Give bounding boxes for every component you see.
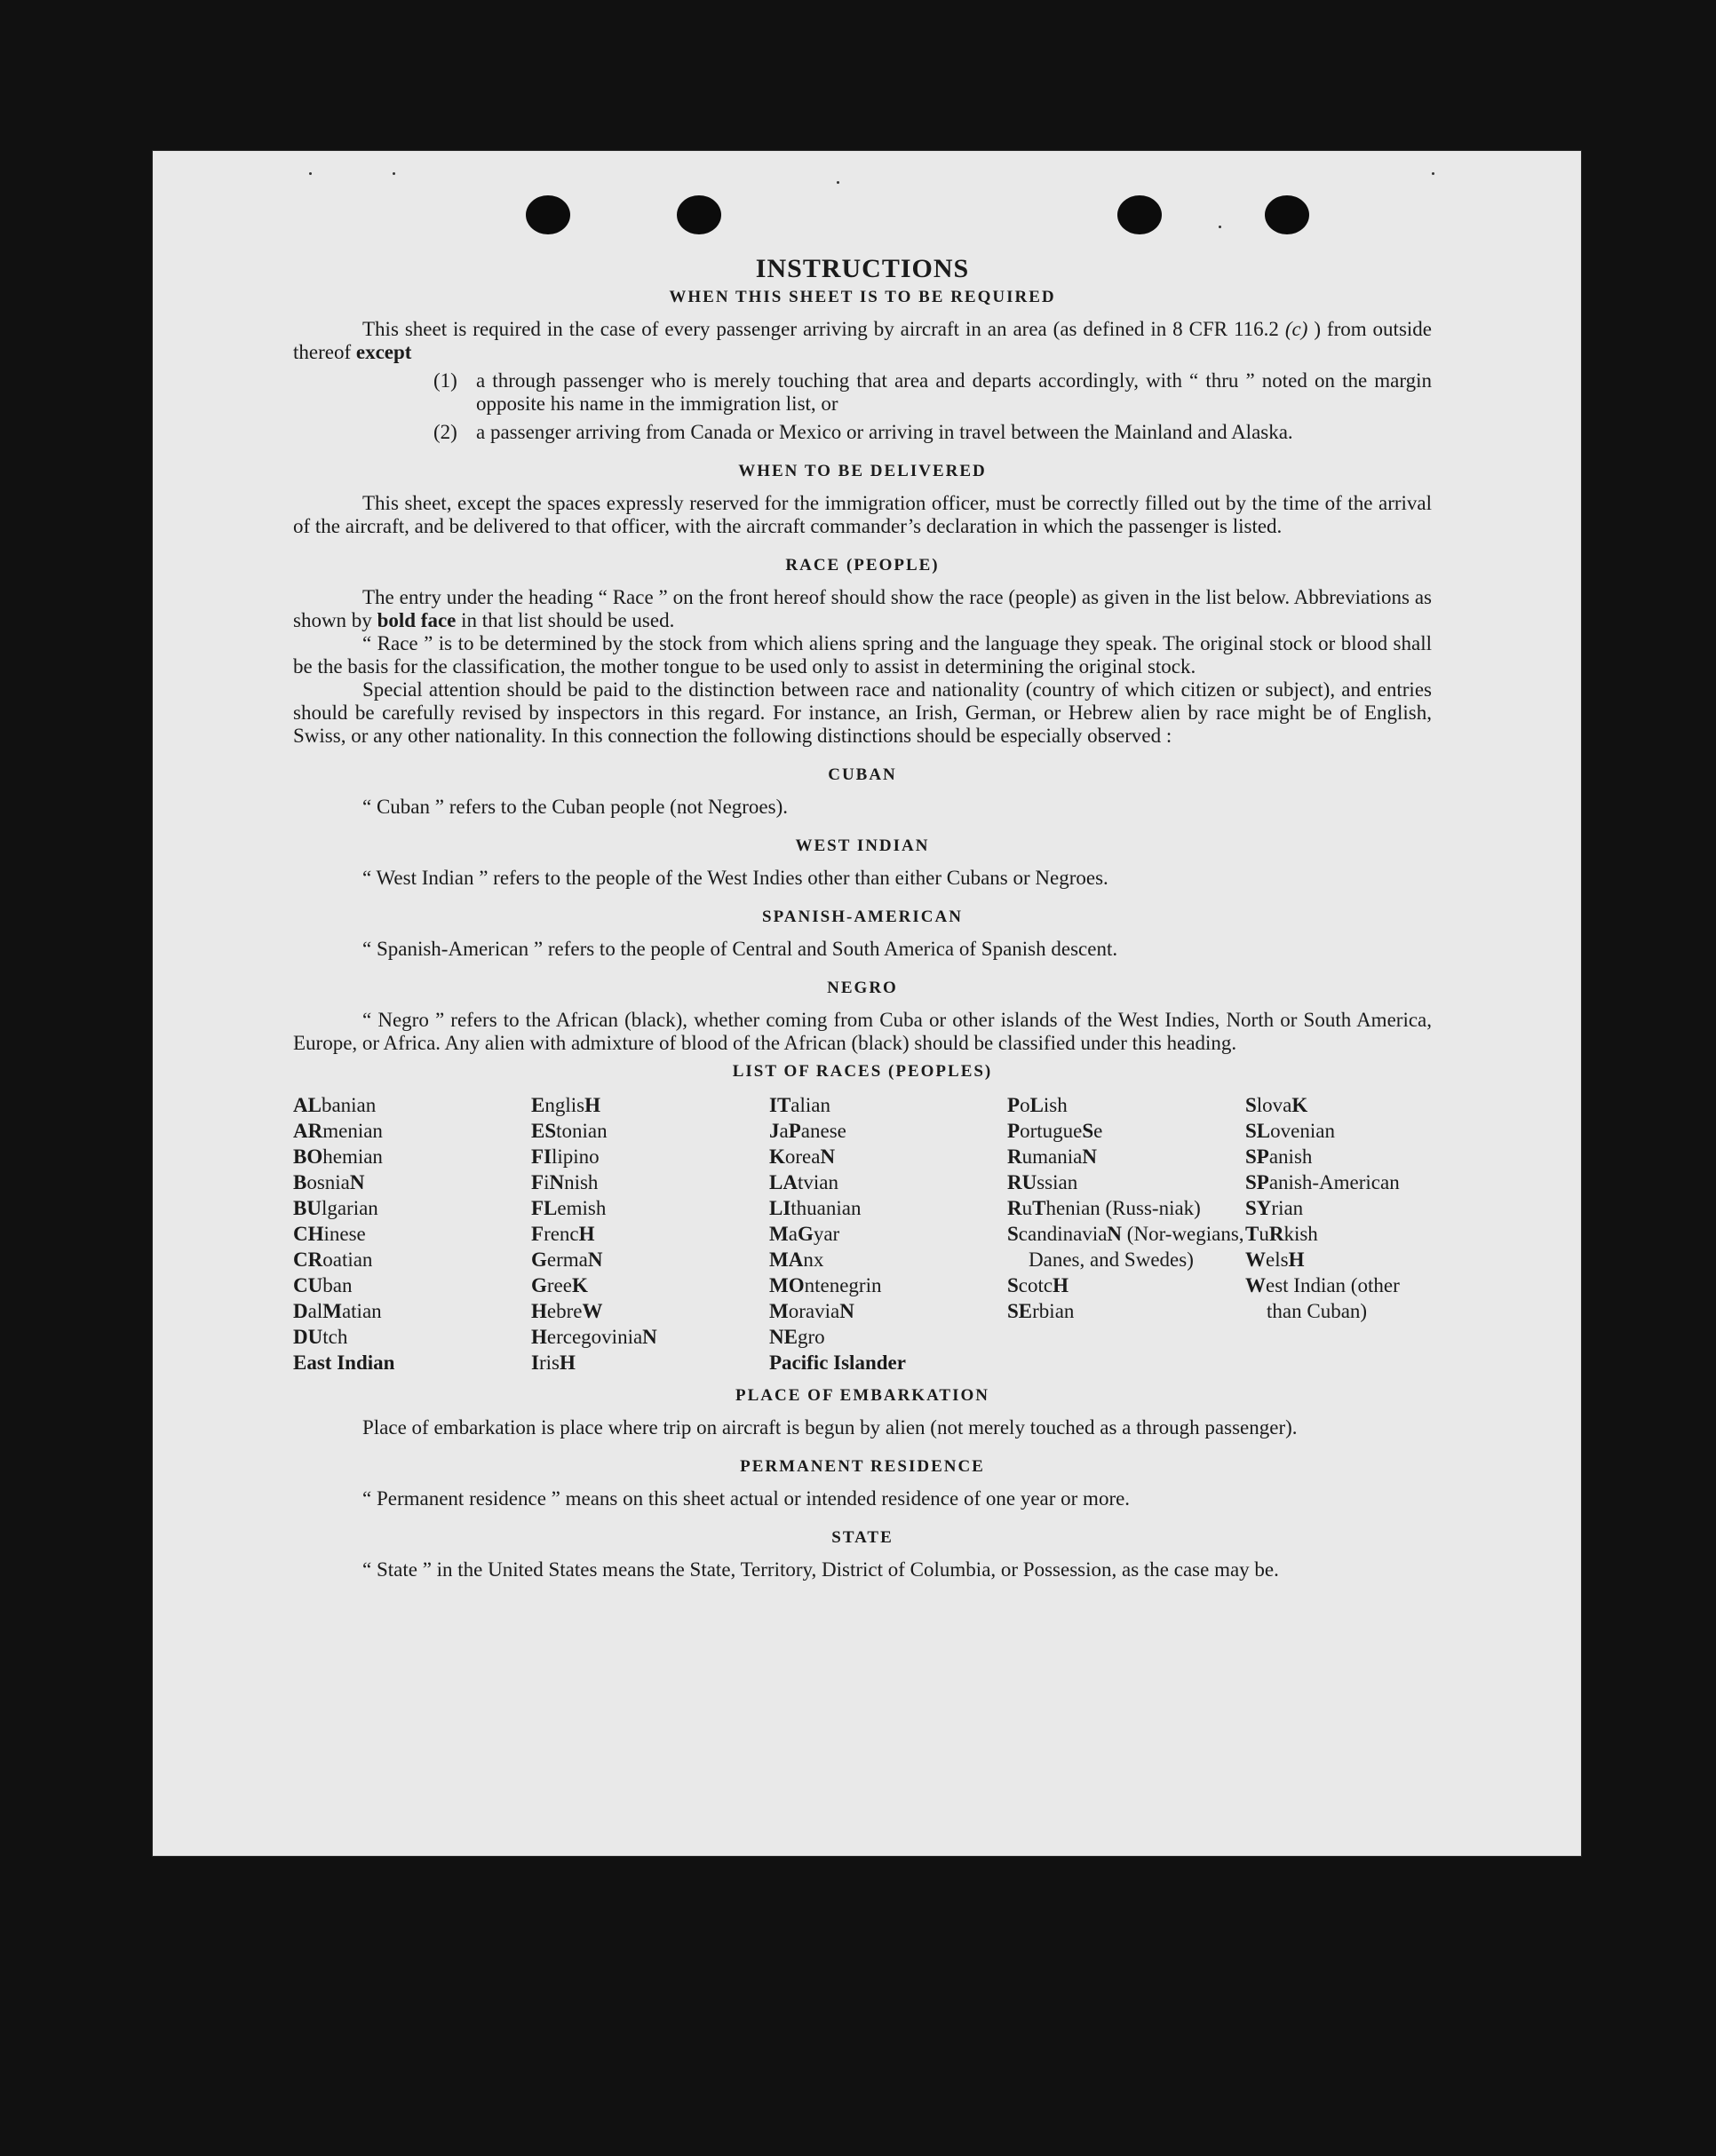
race-entry [1245, 1221, 1432, 1247]
heading-cuban: CUBAN [828, 765, 897, 784]
heading-list-of-races: LIST OF RACES (PEOPLES) [732, 1062, 993, 1081]
race-abbrev: B [293, 1171, 307, 1193]
race-text: i [544, 1171, 550, 1193]
heading-required: WHEN THIS SHEET IS TO BE REQUIRED [669, 288, 1056, 306]
race-abbrev: S [1082, 1120, 1094, 1142]
race-abbrev: G [531, 1248, 547, 1271]
race-entry [1245, 1092, 1432, 1118]
race-entry [293, 1247, 531, 1272]
race-text: osnia [306, 1171, 350, 1193]
races-list [293, 1092, 1432, 1375]
race-abbrev: K [1291, 1094, 1308, 1116]
race-text: lgarian [321, 1197, 378, 1219]
race-abbrev: AR [293, 1120, 323, 1142]
race-abbrev: S [1007, 1223, 1019, 1245]
race-text: alian [790, 1094, 830, 1116]
race-entry [293, 1195, 531, 1221]
race-text: tvian [797, 1171, 838, 1193]
race-abbrev: FI [531, 1145, 552, 1168]
punch-hole [677, 195, 721, 234]
race-text: erma [546, 1248, 588, 1271]
race-abbrev: J [769, 1120, 780, 1142]
punch-hole [1117, 195, 1162, 234]
race-text: ntenegrin [804, 1274, 882, 1296]
race-text: rian [1271, 1197, 1304, 1219]
race-entry [769, 1350, 1007, 1375]
race-abbrev: MO [769, 1274, 805, 1296]
race-text: ortugue [1020, 1120, 1083, 1142]
race-text: anish [1268, 1145, 1313, 1168]
item-number: (2) [433, 421, 457, 443]
heading-embarkation: PLACE OF EMBARKATION [735, 1386, 989, 1405]
race-abbrev: H [559, 1351, 576, 1374]
heading-residence: PERMANENT RESIDENCE [740, 1457, 985, 1476]
race-entry [769, 1247, 1007, 1272]
race-abbrev: L [1029, 1094, 1044, 1116]
race-abbrev: IT [769, 1094, 791, 1116]
race-abbrev: I [531, 1351, 539, 1374]
race-entry [531, 1092, 769, 1118]
races-column [293, 1092, 531, 1375]
paragraph-spanish-american: “ Spanish-American ” refers to the people of Central and South America of Spanish descent. [362, 938, 1118, 960]
race-entry [769, 1118, 1007, 1144]
races-column [1245, 1092, 1432, 1375]
race-text: nish [564, 1171, 599, 1193]
race-entry [531, 1144, 769, 1169]
page-title: INSTRUCTIONS [755, 254, 970, 283]
race-text: renc [544, 1223, 579, 1245]
race-text: ebre [546, 1300, 583, 1322]
race-abbrev: S [1007, 1274, 1019, 1296]
race-abbrev: P [1007, 1094, 1021, 1116]
race-entry [1245, 1144, 1432, 1169]
race-text: emish [557, 1197, 607, 1219]
race-entry [531, 1221, 769, 1247]
race-abbrev: Pacific Islander [769, 1351, 906, 1374]
paragraph-race-1 [293, 586, 1432, 632]
race-abbrev: LI [769, 1197, 791, 1219]
race-abbrev: G [797, 1223, 814, 1245]
race-text: ris [538, 1351, 560, 1374]
race-entry [1007, 1092, 1245, 1118]
race-abbrev: CU [293, 1274, 323, 1296]
race-abbrev: S [1245, 1094, 1257, 1116]
race-entry [293, 1272, 531, 1298]
race-abbrev: FL [531, 1197, 558, 1219]
races-column [769, 1092, 1007, 1375]
race-entry [769, 1221, 1007, 1247]
paragraph-delivered: This sheet, except the spaces expressly reserved for the immigration officer, must be correctly filled out by the time of the arrival of the aircraft, and be delivered to that officer, with the aircraft commander’s declaration in which the passenger is listed. [293, 492, 1432, 537]
race-abbrev: W [582, 1300, 603, 1322]
paragraph-state: “ State ” in the United States means the State, Territory, District of Columbia, or Possession, as the case may be. [362, 1558, 1279, 1581]
race-text: umania [1021, 1145, 1083, 1168]
speck [309, 172, 312, 175]
race-abbrev: K [571, 1274, 588, 1296]
race-abbrev: RU [1007, 1171, 1037, 1193]
race-abbrev: T [1245, 1223, 1259, 1245]
race-abbrev: SP [1245, 1171, 1269, 1193]
race-text: est Indian (other than Cuban) [1266, 1274, 1400, 1322]
race-text: u [1259, 1223, 1269, 1245]
race-abbrev: M [322, 1300, 342, 1322]
race-abbrev: F [531, 1171, 544, 1193]
list-item [433, 369, 1432, 416]
heading-state: STATE [831, 1528, 894, 1547]
race-entry [531, 1350, 769, 1375]
race-text: gro [797, 1326, 825, 1348]
race-text: cotc [1018, 1274, 1053, 1296]
race-text: hemian [322, 1145, 383, 1168]
speck [837, 181, 839, 184]
race-text: thuanian [790, 1197, 862, 1219]
paragraph-italic: (c) [1284, 318, 1308, 340]
list-item [433, 421, 1432, 444]
paragraph-text: The entry under the heading “ Race ” on the front hereof should show the race (people) as given in the list below. Abbreviations as shown by [293, 586, 1432, 631]
race-abbrev: H [1053, 1274, 1069, 1296]
race-abbrev: T [1032, 1197, 1046, 1219]
instructions-content [293, 254, 1432, 1581]
speck [393, 172, 395, 175]
race-text: ovenian [1270, 1120, 1335, 1142]
race-text: nx [803, 1248, 824, 1271]
race-text: orea [784, 1145, 821, 1168]
race-abbrev: N [349, 1171, 365, 1193]
races-column [1007, 1092, 1245, 1375]
race-abbrev: P [788, 1120, 801, 1142]
race-entry [293, 1118, 531, 1144]
race-entry [293, 1169, 531, 1195]
race-abbrev: N [642, 1326, 657, 1348]
race-entry [293, 1144, 531, 1169]
race-entry [1245, 1247, 1432, 1272]
race-abbrev: W [1245, 1248, 1266, 1271]
race-abbrev: H [584, 1094, 600, 1116]
race-abbrev: H [578, 1223, 595, 1245]
race-abbrev: DU [293, 1326, 323, 1348]
race-text: kish [1283, 1223, 1318, 1245]
paragraph-text: This sheet is required in the case of every passenger arriving by aircraft in an area (as defined in 8 CFR 116.2 [362, 318, 1285, 340]
paragraph-negro: “ Negro ” refers to the African (black), whether coming from Cuba or other islands of the West Indies, North or South America, Europe, or Africa. Any alien with admixture of blood of the African (black) should be classified under this heading. [293, 1009, 1432, 1054]
speck [1219, 226, 1221, 228]
race-abbrev: SP [1245, 1145, 1269, 1168]
race-entry [531, 1118, 769, 1144]
race-text: ercegovinia [546, 1326, 643, 1348]
race-text: ban [322, 1274, 353, 1296]
race-abbrev: G [531, 1274, 547, 1296]
race-entry [293, 1092, 531, 1118]
race-entry [1007, 1195, 1245, 1221]
race-abbrev: E [531, 1094, 545, 1116]
race-text: oatian [322, 1248, 373, 1271]
race-text: o [1020, 1094, 1030, 1116]
race-abbrev: N [839, 1300, 854, 1322]
race-abbrev: R [1268, 1223, 1284, 1245]
item-text: a through passenger who is merely touching that area and departs accordingly, with “ thru ” noted on the margin opposite his name in the immigration list, or [476, 369, 1432, 415]
race-entry [1007, 1169, 1245, 1195]
race-text: ish [1043, 1094, 1068, 1116]
paragraph-race-3: Special attention should be paid to the distinction between race and nationality (country of which citizen or subject), and entries should be carefully revised by inspectors in this regard. For instance, an Irish, German, or Hebrew alien by race might be of English, Swiss, or any other nationality. In this connection the following distinctions should be especially observed : [293, 678, 1432, 747]
race-entry [1007, 1144, 1245, 1169]
race-abbrev: H [531, 1326, 547, 1348]
race-entry [1245, 1272, 1432, 1324]
race-abbrev: K [769, 1145, 785, 1168]
races-column [531, 1092, 769, 1375]
race-text: henian (Russ-niak) [1045, 1197, 1201, 1219]
race-entry [293, 1324, 531, 1350]
race-entry [293, 1221, 531, 1247]
race-entry [769, 1298, 1007, 1324]
paragraph-residence: “ Permanent residence ” means on this sheet actual or intended residence of one year or more. [362, 1487, 1131, 1510]
race-text: al [307, 1300, 323, 1322]
race-text: menian [322, 1120, 383, 1142]
race-text: inese [323, 1223, 366, 1245]
race-entry [531, 1298, 769, 1324]
race-abbrev: BO [293, 1145, 323, 1168]
race-abbrev: CR [293, 1248, 323, 1271]
heading-spanish-american: SPANISH-AMERICAN [762, 908, 963, 926]
race-abbrev: AL [293, 1094, 322, 1116]
race-entry [769, 1272, 1007, 1298]
paragraph-bold: bold face [377, 609, 457, 631]
race-entry [1007, 1221, 1245, 1272]
race-entry [531, 1195, 769, 1221]
race-abbrev: N [820, 1145, 836, 1168]
race-abbrev: N [1082, 1145, 1097, 1168]
race-text: oravia [788, 1300, 840, 1322]
race-abbrev: NE [769, 1326, 798, 1348]
race-entry [531, 1324, 769, 1350]
race-abbrev: H [1288, 1248, 1305, 1271]
race-entry [769, 1169, 1007, 1195]
race-entry [1007, 1298, 1245, 1324]
race-text: anish-American [1268, 1171, 1400, 1193]
race-abbrev: East Indian [293, 1351, 395, 1374]
race-abbrev: N [587, 1248, 603, 1271]
race-abbrev: M [769, 1300, 789, 1322]
race-abbrev: BU [293, 1197, 322, 1219]
race-abbrev: R [1007, 1197, 1022, 1219]
race-text: tch [322, 1326, 348, 1348]
race-text: ree [546, 1274, 572, 1296]
race-entry [293, 1298, 531, 1324]
race-abbrev: CH [293, 1223, 324, 1245]
paragraph-required [293, 318, 1432, 364]
document-sheet [153, 151, 1581, 1856]
race-abbrev: F [531, 1223, 544, 1245]
race-entry [769, 1195, 1007, 1221]
punch-hole [526, 195, 570, 234]
race-entry [769, 1092, 1007, 1118]
race-text: tonian [556, 1120, 608, 1142]
heading-west-indian: WEST INDIAN [795, 836, 930, 855]
item-number: (1) [433, 369, 457, 392]
race-abbrev: D [293, 1300, 308, 1322]
punch-hole [1265, 195, 1309, 234]
race-abbrev: N [549, 1171, 565, 1193]
speck [1432, 172, 1434, 175]
race-abbrev: R [1007, 1145, 1022, 1168]
race-text: nglis [544, 1094, 585, 1116]
heading-race: RACE (PEOPLE) [785, 556, 940, 575]
race-abbrev: M [769, 1223, 789, 1245]
paragraph-bold: except [355, 341, 412, 363]
race-entry [293, 1350, 531, 1375]
race-text: lova [1256, 1094, 1292, 1116]
race-abbrev: W [1245, 1274, 1266, 1296]
paragraph-race-2: “ Race ” is to be determined by the stock from which aliens spring and the language they speak. The original stock or blood shall be the basis for the classification, the mother tongue to be used only to assist in determining the original stock. [293, 632, 1432, 678]
race-text: ssian [1037, 1171, 1078, 1193]
race-entry [1007, 1272, 1245, 1298]
race-entry [1245, 1195, 1432, 1221]
paragraph-text: in that list should be used. [456, 609, 675, 631]
race-abbrev: P [1007, 1120, 1021, 1142]
race-entry [769, 1144, 1007, 1169]
race-entry [1245, 1118, 1432, 1144]
heading-negro: NEGRO [827, 979, 898, 997]
race-text: candinavia [1018, 1223, 1108, 1245]
race-entry [769, 1324, 1007, 1350]
paragraph-cuban: “ Cuban ” refers to the Cuban people (not Negroes). [362, 796, 789, 818]
race-entry [531, 1272, 769, 1298]
race-abbrev: LA [769, 1171, 798, 1193]
race-text: rbian [1032, 1300, 1075, 1322]
paragraph-embarkation: Place of embarkation is place where trip on aircraft is begun by alien (not merely touched as a through passenger). [362, 1416, 1298, 1439]
heading-delivered: WHEN TO BE DELIVERED [738, 462, 987, 480]
paragraph-west-indian: “ West Indian ” refers to the people of the West Indies other than either Cubans or Negroes. [362, 867, 1108, 889]
race-text: atian [341, 1300, 382, 1322]
race-abbrev: MA [769, 1248, 804, 1271]
race-abbrev: SY [1245, 1197, 1272, 1219]
race-text: yar [813, 1223, 840, 1245]
race-text: (Nor-wegians, Danes, and Swedes) [1029, 1223, 1244, 1271]
race-abbrev: N [1107, 1223, 1123, 1245]
race-text: anese [800, 1120, 846, 1142]
race-abbrev: SL [1245, 1120, 1271, 1142]
race-text: lipino [552, 1145, 600, 1168]
race-text: a [788, 1223, 798, 1245]
race-entry [1007, 1118, 1245, 1144]
race-abbrev: H [531, 1300, 547, 1322]
race-abbrev: ES [531, 1120, 557, 1142]
race-entry [1245, 1169, 1432, 1195]
race-abbrev: SE [1007, 1300, 1033, 1322]
race-text: u [1021, 1197, 1033, 1219]
race-text: a [779, 1120, 789, 1142]
item-text: a passenger arriving from Canada or Mexico or arriving in travel between the Mainland and Alaska. [476, 421, 1293, 443]
race-entry [531, 1169, 769, 1195]
race-text: banian [321, 1094, 377, 1116]
race-text: e [1093, 1120, 1103, 1142]
race-entry [531, 1247, 769, 1272]
paragraph-text: ) from outside thereof [293, 318, 1432, 363]
race-text: els [1266, 1248, 1289, 1271]
